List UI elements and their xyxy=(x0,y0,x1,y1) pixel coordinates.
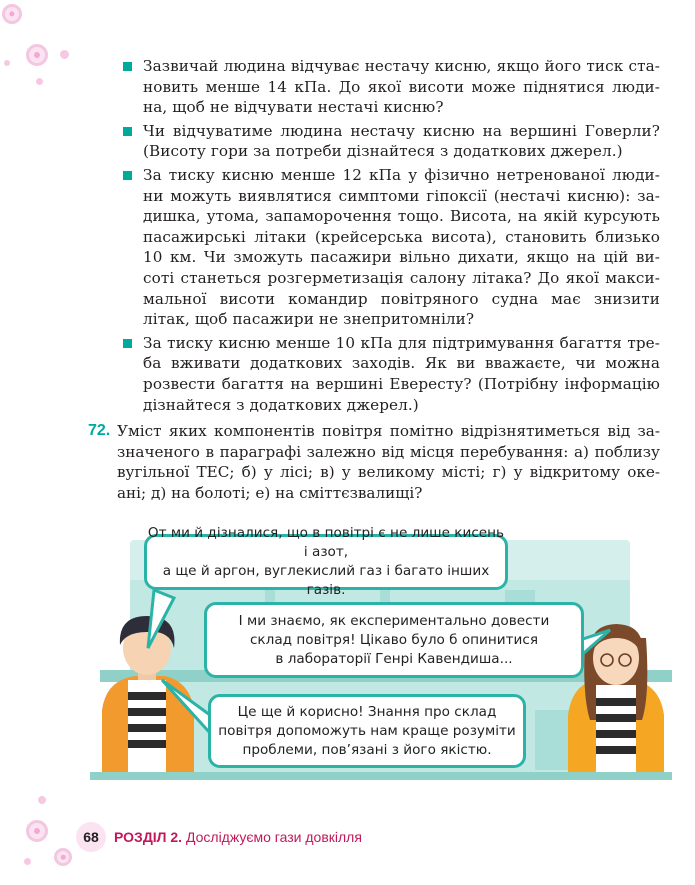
decor-dot xyxy=(60,50,69,59)
bubble-line: От ми й дізналися, що в повітрі є не лише кисень і азот, xyxy=(147,525,505,560)
square-bullet-icon xyxy=(123,127,132,136)
decor-circle xyxy=(2,4,22,24)
decor-circle xyxy=(26,820,48,842)
text-line: За тиску кисню менше 10 кПа для підтримування багаття тре- xyxy=(143,333,660,352)
text-line: соті станеться розгерметизація салону літака? До якої макси- xyxy=(143,268,660,287)
bubble-line: склад повітря! Цікаво було б опинитися xyxy=(249,631,539,648)
decor-dot xyxy=(4,60,10,66)
section-title: Досліджуємо гази довкілля xyxy=(185,829,362,845)
text-line: новить менше 14 кПа. До якої висоти може піднятися люди- xyxy=(143,77,660,96)
question-item xyxy=(88,121,660,162)
speech-bubble-boy-2 xyxy=(208,694,526,768)
text-line: мальної висоти командир повітряного судна має знизити літак, xyxy=(143,289,660,329)
dialogue-illustration xyxy=(90,520,672,780)
text-line: ані; д) на болоті; е) на сміттєзвалищі? xyxy=(117,483,423,502)
bubble-line: І ми знаємо, як експериментально довести xyxy=(238,612,550,629)
bubble-line: повітря допоможуть нам краще розуміти xyxy=(218,722,516,739)
text-line: вугільної ТЕС; б) у лісі; в) у великому місті; г) у відкритому оке- xyxy=(117,463,660,482)
decor-dot xyxy=(38,796,46,804)
question-item xyxy=(88,165,660,330)
decor-circle xyxy=(54,848,72,866)
task-72 xyxy=(88,421,660,503)
square-bullet-icon xyxy=(123,62,132,71)
square-bullet-icon xyxy=(123,339,132,348)
running-footer xyxy=(114,829,362,845)
page-number: 68 xyxy=(76,822,106,852)
section-label: РОЗДІЛ 2. xyxy=(114,829,183,845)
text-line: Чи відчуватиме людина нестачу кисню на вершині Говерли? xyxy=(143,121,660,140)
decor-dot xyxy=(36,78,43,85)
main-content xyxy=(88,56,660,503)
text-line: на, щоб не відчувати нестачі кисню? xyxy=(143,98,444,117)
text-line: (Висоту гори за потреби дізнайтеся з додаткових джерел.) xyxy=(143,142,623,161)
square-bullet-icon xyxy=(123,171,132,180)
speech-bubble-girl xyxy=(204,602,584,678)
text-line: пасажирські літаки (крейсерська висота), становить близько xyxy=(143,227,660,246)
text-line: ни можуть виявлятися симптоми гіпоксії (нестачі кисню): за- xyxy=(143,186,660,205)
question-item xyxy=(88,333,660,415)
text-line: щоб пасажири не знепритомніли? xyxy=(194,310,475,329)
bubble-line: Це ще й корисно! Знання про склад xyxy=(237,703,497,720)
question-item xyxy=(88,56,660,118)
text-line: Зазвичай людина відчуває нестачу кисню, якщо його тиск ста- xyxy=(143,57,660,75)
text-line: дізнайтеся з додаткових джерел.) xyxy=(143,395,419,414)
text-line: дишка, утома, запаморочення тощо. Висота, на якій курсують xyxy=(143,207,660,226)
text-line: За тиску кисню менше 12 кПа у фізично нетренованої люди- xyxy=(143,165,660,184)
text-line: ба вживати додаткових заходів. Як ви вважаєте, чи можна xyxy=(143,354,660,373)
bubble-line: проблеми, пов’язані з його якістю. xyxy=(242,741,492,758)
text-line: значеного в параграфі залежно від місця перебування: а) поблизу xyxy=(117,442,660,461)
text-line: Уміст яких компонентів повітря помітно відрізнятиметься від за- xyxy=(117,422,660,441)
task-number: 72. xyxy=(88,422,111,440)
bubble-line: в лабораторії Генрі Кавендиша... xyxy=(275,650,513,667)
decor-circle xyxy=(26,44,48,66)
text-line: розвести багаття на вершині Евересту? (Потрібну інформацію xyxy=(143,374,660,393)
bubble-line: а ще й аргон, вуглекислий газ і багато інших газів. xyxy=(162,563,490,598)
decor-dot xyxy=(24,858,31,865)
text-line: 10 км. Чи зможуть пасажири вільно дихати, якщо на цій ви- xyxy=(143,248,660,267)
speech-bubble-boy xyxy=(144,525,508,598)
